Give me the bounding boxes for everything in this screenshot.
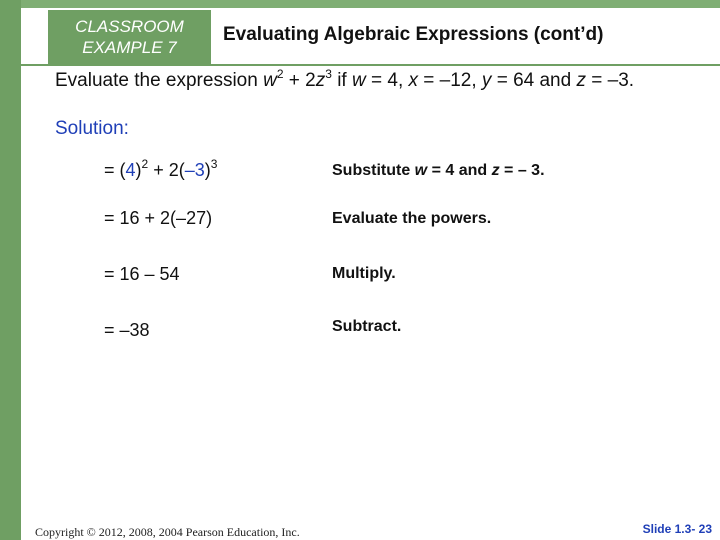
step-1-expression xyxy=(104,157,218,181)
slide-number: Slide 1.3- 23 xyxy=(642,522,712,536)
problem-text: Evaluate the expression xyxy=(55,70,264,91)
step-4-expression: = –38 xyxy=(104,320,150,340)
expr-text: ) xyxy=(135,160,142,180)
example-badge xyxy=(48,10,211,64)
var-w: w xyxy=(414,162,428,179)
problem-text: = –3. xyxy=(585,70,635,91)
exponent: 3 xyxy=(210,157,218,171)
problem-text: + 2 xyxy=(283,70,316,91)
note-text: Substitute xyxy=(332,162,415,179)
var-x: x xyxy=(408,70,418,91)
badge-line-2: EXAMPLE 7 xyxy=(82,38,177,57)
var-y: y xyxy=(481,70,492,91)
var-w: w xyxy=(351,70,366,91)
problem-text: if xyxy=(331,70,352,91)
badge-line-1: CLASSROOM xyxy=(75,17,184,36)
exponent: 2 xyxy=(141,157,149,171)
step-3-note: Multiply. xyxy=(332,265,396,282)
problem-statement xyxy=(55,66,635,92)
problem-text: = 64 and xyxy=(491,70,577,91)
var-z: z xyxy=(491,162,500,179)
step-4-note: Subtract. xyxy=(332,318,402,335)
side-bar xyxy=(0,0,21,540)
divider-rule xyxy=(21,64,720,66)
step-2-note: Evaluate the powers. xyxy=(332,210,492,227)
step-2-expression: = 16 + 2(–27) xyxy=(104,208,213,228)
note-text: = 4 and xyxy=(427,162,492,179)
expr-text: + 2( xyxy=(148,160,185,180)
var-z: z xyxy=(576,70,586,91)
expr-text: = ( xyxy=(104,160,126,180)
exponent-2: 2 xyxy=(276,66,284,81)
expr-text: ) xyxy=(204,160,211,180)
problem-text: = –12, xyxy=(418,70,482,91)
solution-label: Solution: xyxy=(55,118,129,139)
var-z: z xyxy=(315,70,326,91)
substituted-value: –3 xyxy=(184,160,205,180)
substituted-value: 4 xyxy=(125,160,136,180)
problem-text: = 4, xyxy=(365,70,409,91)
exponent-3: 3 xyxy=(325,66,332,81)
top-strip xyxy=(21,0,720,8)
copyright-notice: Copyright © 2012, 2008, 2004 Pearson Education, Inc. xyxy=(35,525,300,539)
note-text: = – 3. xyxy=(499,162,545,179)
slide-title: Evaluating Algebraic Expressions (cont’d) xyxy=(223,24,604,45)
step-1-note xyxy=(332,162,545,180)
var-w: w xyxy=(263,70,277,91)
step-3-expression: = 16 – 54 xyxy=(104,264,180,284)
